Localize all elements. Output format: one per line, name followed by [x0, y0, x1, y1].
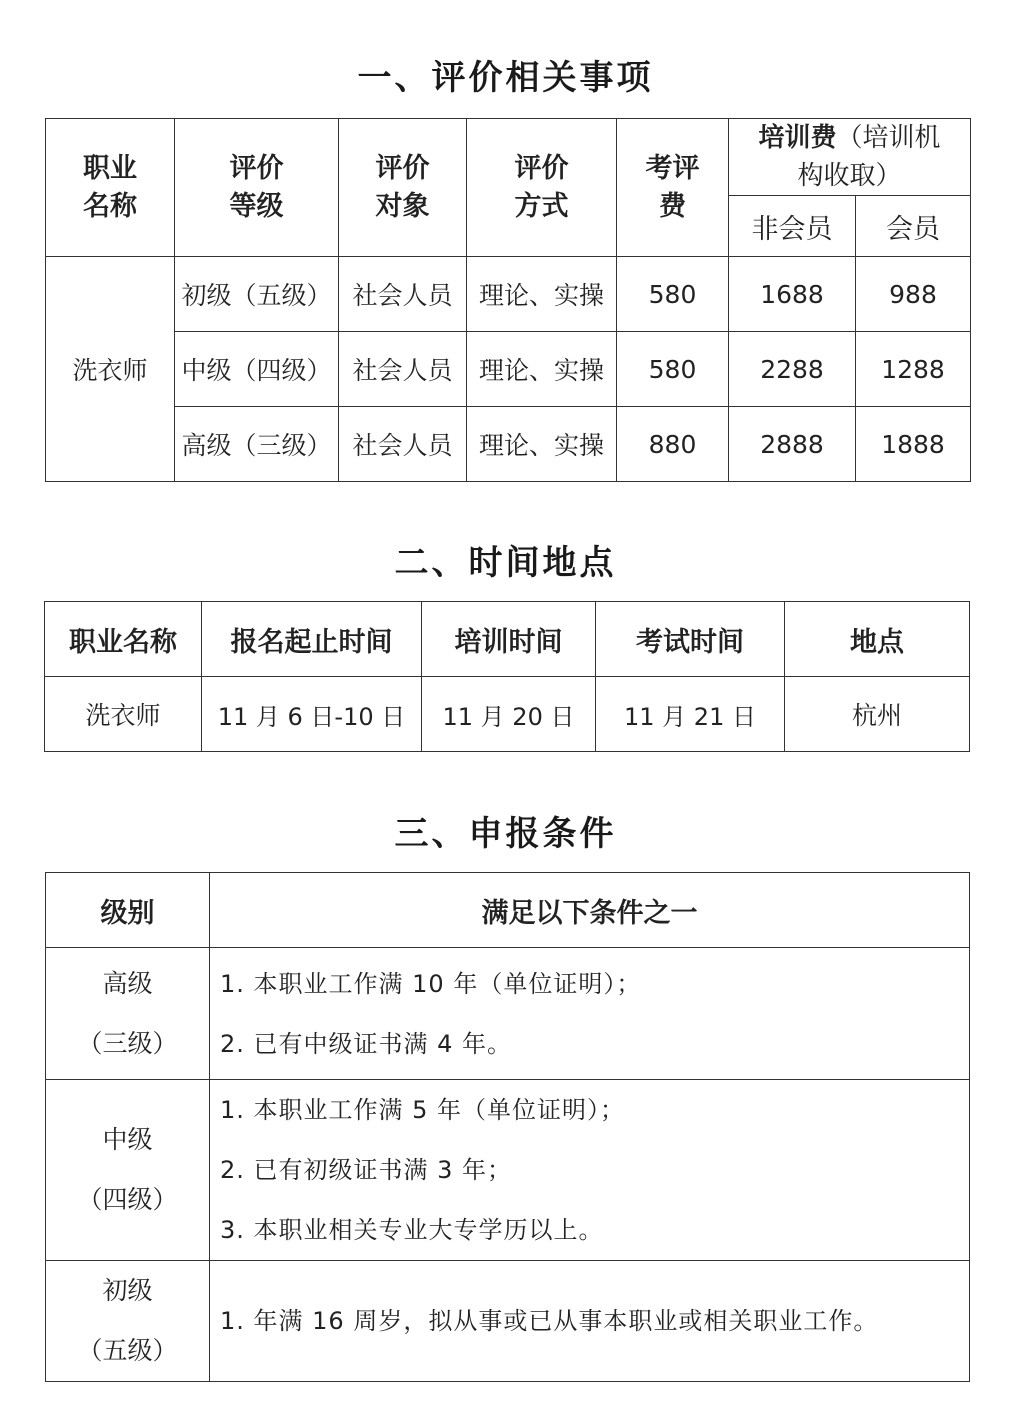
- member-fee-cell: 988: [856, 257, 971, 332]
- header-grade: 级别: [46, 873, 210, 948]
- exam-fee-cell: 580: [617, 332, 729, 407]
- training-time-cell: 11 月 20 日: [422, 677, 596, 752]
- header-training-fee: 培训费（培训机 构收取）: [729, 119, 971, 196]
- conditions-cell: [210, 948, 970, 1080]
- table-row: [45, 677, 970, 752]
- non-member-fee-cell: 2888: [729, 407, 856, 482]
- requirements-table: [45, 872, 970, 1382]
- header-target: 评价 对象: [339, 119, 467, 257]
- condition-item: 2. 已有初级证书满 3 年；: [220, 1156, 513, 1184]
- exam-fee-cell: 580: [617, 257, 729, 332]
- method-cell: 理论、实操: [467, 332, 617, 407]
- condition-item: 1. 年满 16 周岁，拟从事或已从事本职业或相关职业工作。: [220, 1307, 879, 1335]
- grade-cell: 初级 （五级）: [46, 1261, 210, 1382]
- header-non-member: 非会员: [729, 196, 856, 257]
- table-row: [46, 1261, 970, 1382]
- member-fee-cell: 1288: [856, 332, 971, 407]
- conditions-cell: [210, 1261, 970, 1382]
- level-cell: 高级（三级）: [175, 407, 339, 482]
- method-cell: 理论、实操: [467, 407, 617, 482]
- member-fee-cell: 1888: [856, 407, 971, 482]
- registration-period-cell: 11 月 6 日-10 日: [202, 677, 422, 752]
- header-level: 评价 等级: [175, 119, 339, 257]
- header-location: 地点: [785, 602, 970, 677]
- target-cell: 社会人员: [339, 332, 467, 407]
- header-conditions: 满足以下条件之一: [210, 873, 970, 948]
- condition-item: 3. 本职业相关专业大专学历以上。: [220, 1216, 604, 1244]
- header-exam-time: 考试时间: [596, 602, 785, 677]
- schedule-table: [44, 601, 970, 752]
- conditions-cell: [210, 1080, 970, 1261]
- level-cell: 初级（五级）: [175, 257, 339, 332]
- occupation-cell: 洗衣师: [46, 257, 175, 482]
- header-exam-fee: 考评 费: [617, 119, 729, 257]
- header-training-time: 培训时间: [422, 602, 596, 677]
- method-cell: 理论、实操: [467, 257, 617, 332]
- table-row: [46, 948, 970, 1080]
- table-row: [46, 332, 971, 407]
- section1-title: 一、评价相关事项: [357, 58, 654, 98]
- training-fee-label: 培训费: [758, 123, 837, 153]
- occupation-cell: 洗衣师: [45, 677, 202, 752]
- header-registration-period: 报名起止时间: [202, 602, 422, 677]
- grade-cell: 高级 （三级）: [46, 948, 210, 1080]
- section3-title: 三、申报条件: [394, 814, 617, 854]
- evaluation-table: [45, 118, 971, 482]
- header-occupation-name: 职业名称: [45, 602, 202, 677]
- non-member-fee-cell: 2288: [729, 332, 856, 407]
- location-cell: 杭州: [785, 677, 970, 752]
- table-row: [46, 257, 971, 332]
- table-row: [46, 407, 971, 482]
- non-member-fee-cell: 1688: [729, 257, 856, 332]
- table-row: [46, 1080, 970, 1261]
- level-cell: 中级（四级）: [175, 332, 339, 407]
- header-member: 会员: [856, 196, 971, 257]
- exam-fee-cell: 880: [617, 407, 729, 482]
- condition-item: 1. 本职业工作满 10 年（单位证明）；: [220, 969, 642, 998]
- condition-item: 2. 已有中级证书满 4 年。: [220, 1029, 513, 1058]
- header-method: 评价 方式: [467, 119, 617, 257]
- condition-item: 1. 本职业工作满 5 年（单位证明）；: [220, 1096, 626, 1124]
- section2-title: 二、时间地点: [394, 543, 617, 583]
- target-cell: 社会人员: [339, 257, 467, 332]
- exam-time-cell: 11 月 21 日: [596, 677, 785, 752]
- header-occupation: 职业 名称: [46, 119, 175, 257]
- target-cell: 社会人员: [339, 407, 467, 482]
- grade-cell: 中级 （四级）: [46, 1080, 210, 1261]
